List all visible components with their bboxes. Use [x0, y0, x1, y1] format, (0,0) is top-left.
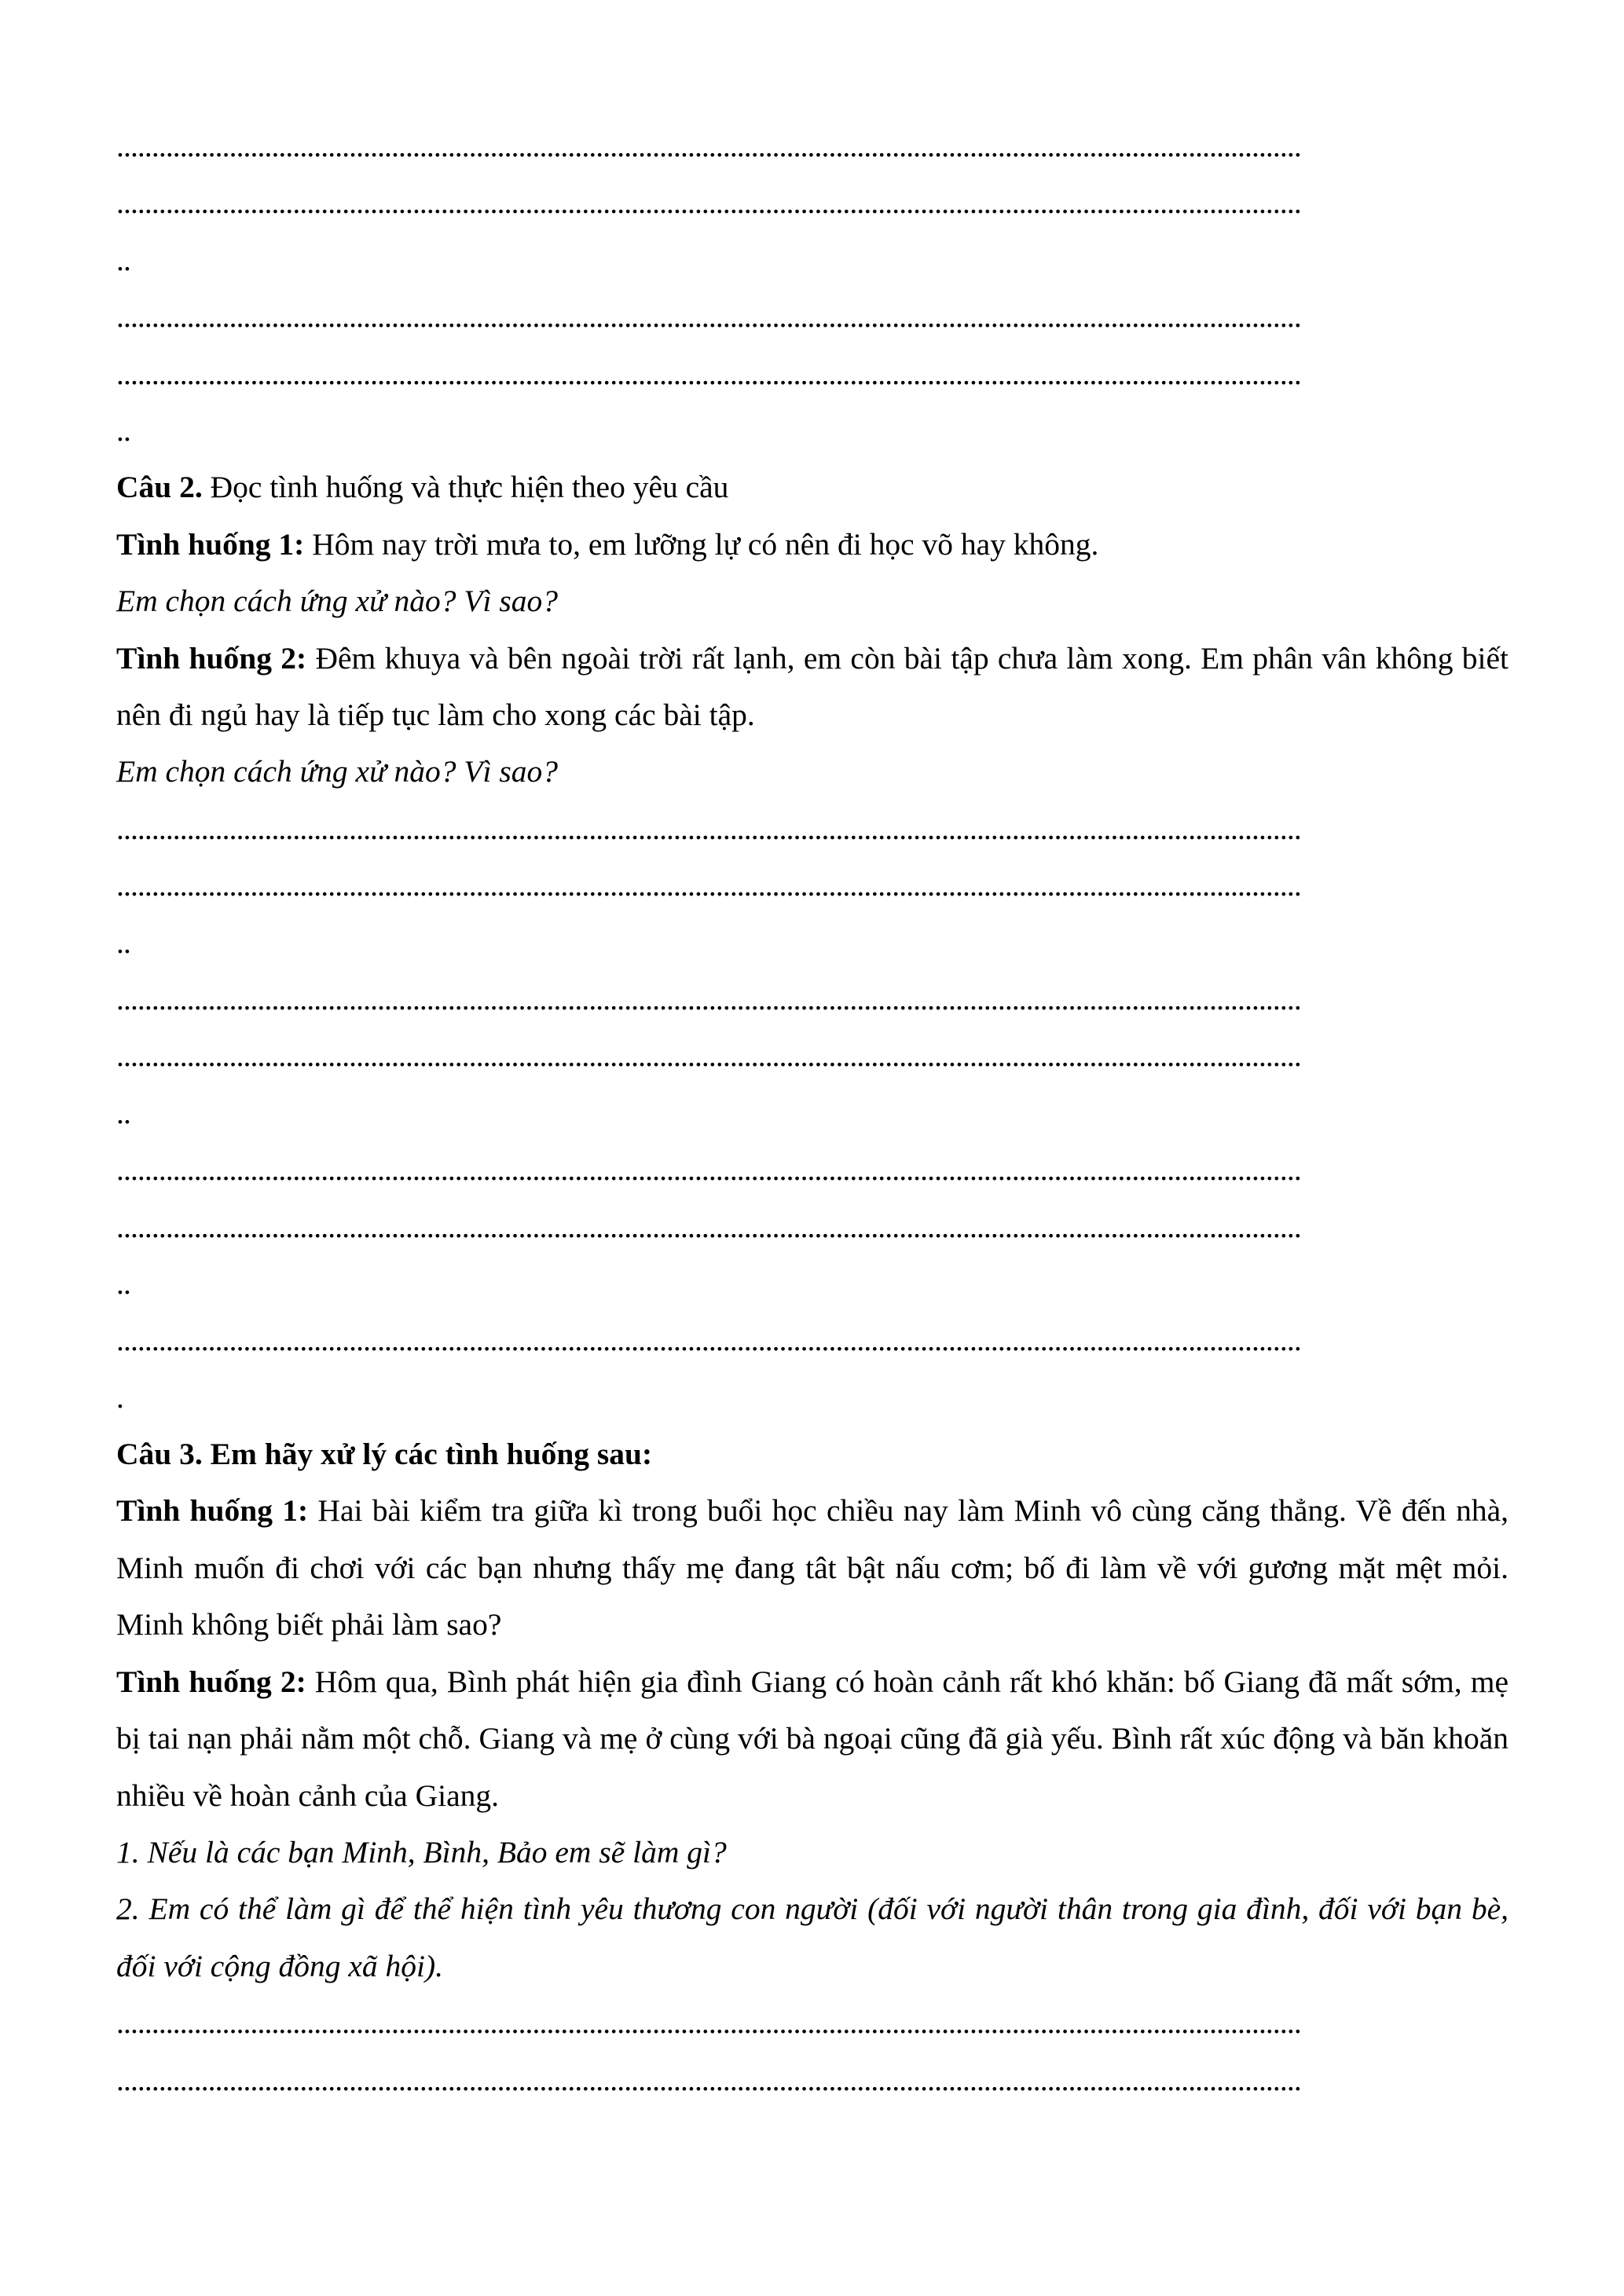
q2-situation-2-question: Em chọn cách ứng xử nào? Vì sao? — [116, 754, 558, 789]
document-page — [116, 118, 1509, 2108]
answer-line-end: .. — [116, 1265, 130, 1301]
answer-line: ........................................................................................................................................................................ — [116, 299, 1301, 335]
answer-line: ........................................................................................................................................................................ — [116, 1323, 1301, 1358]
answer-line-end: .. — [116, 925, 130, 960]
q3-task-1: 1. Nếu là các bạn Minh, Bình, Bảo em sẽ làm gì? — [116, 1834, 727, 1869]
q3-situation-1-text: Hai bài kiểm tra giữa kì trong buổi học chiều nay làm Minh vô cùng căng thẳng. Về đến nhà, Minh muốn đi chơi với các bạn nhưng thấy mẹ đang tât bật nấu cơm; bố đi làm về với gương mặt mệt mỏi. Minh không biết phải làm sao? — [116, 1493, 1509, 1642]
q2-situation-1 — [116, 516, 1509, 573]
answer-line-end: .. — [116, 1095, 130, 1130]
answer-line-end: .. — [116, 412, 130, 448]
q3-task-2: 2. Em có thể làm gì để thể hiện tình yêu thương con người (đối với người thân trong gia đình, đối với bạn bè, đối với cộng đồng xã hội). — [116, 1891, 1509, 1983]
answer-line: ........................................................................................................................................................................ — [116, 1038, 1301, 1074]
answer-line: ........................................................................................................................................................................ — [116, 981, 1301, 1016]
q2-situation-2 — [116, 630, 1509, 744]
answer-line: ........................................................................................................................................................................ — [116, 129, 1301, 163]
answer-line-end: . — [116, 1379, 123, 1415]
answer-line: ........................................................................................................................................................................ — [116, 1152, 1301, 1188]
q3-situation-2-text: Hôm qua, Bình phát hiện gia đình Giang có hoàn cảnh rất khó khăn: bố Giang đã mất sớm, mẹ bị tai nạn phải nằm một chỗ. Giang và mẹ ở cùng với bà ngoại cũng đã già yếu. Bình rất xúc động và băn khoăn nhiều về hoàn cảnh của Giang. — [116, 1664, 1509, 1813]
answer-line: ........................................................................................................................................................................ — [116, 185, 1301, 221]
q3-situation-1 — [116, 1482, 1509, 1653]
answer-line-end: .. — [116, 242, 130, 277]
answer-line: ........................................................................................................................................................................ — [116, 811, 1301, 846]
answer-line: ........................................................................................................................................................................ — [116, 356, 1301, 391]
answer-line: ........................................................................................................................................................................ — [116, 2062, 1301, 2097]
answer-line: ........................................................................................................................................................................ — [116, 868, 1301, 903]
q2-situation-1-question: Em chọn cách ứng xử nào? Vì sao? — [116, 584, 558, 619]
q2-situation-1-text: Hôm nay trời mưa to, em lưỡng lự có nên đi học võ hay không. — [304, 526, 1099, 562]
q2-situation-2-label: Tình huống 2: — [116, 640, 307, 676]
q3-situation-2 — [116, 1653, 1509, 1824]
q2-situation-1-label: Tình huống 1: — [116, 526, 305, 562]
q3-situation-2-label: Tình huống 2: — [116, 1664, 306, 1699]
question-2 — [116, 459, 1509, 515]
q2-situation-2-text: Đêm khuya và bên ngoài trời rất lạnh, em còn bài tập chưa làm xong. Em phân vân không biết nên đi ngủ hay là tiếp tục làm cho xong các bài tập. — [116, 640, 1509, 732]
q3-situation-1-label: Tình huống 1: — [116, 1493, 309, 1529]
answer-line: ........................................................................................................................................................................ — [116, 2005, 1301, 2041]
question-2-label: Câu 2. — [116, 470, 203, 505]
answer-line: ........................................................................................................................................................................ — [116, 1209, 1301, 1244]
question-3-heading: Câu 3. Em hãy xử lý các tình huống sau: — [116, 1437, 653, 1472]
question-2-text: Đọc tình huống và thực hiện theo yêu cầu — [202, 470, 729, 505]
